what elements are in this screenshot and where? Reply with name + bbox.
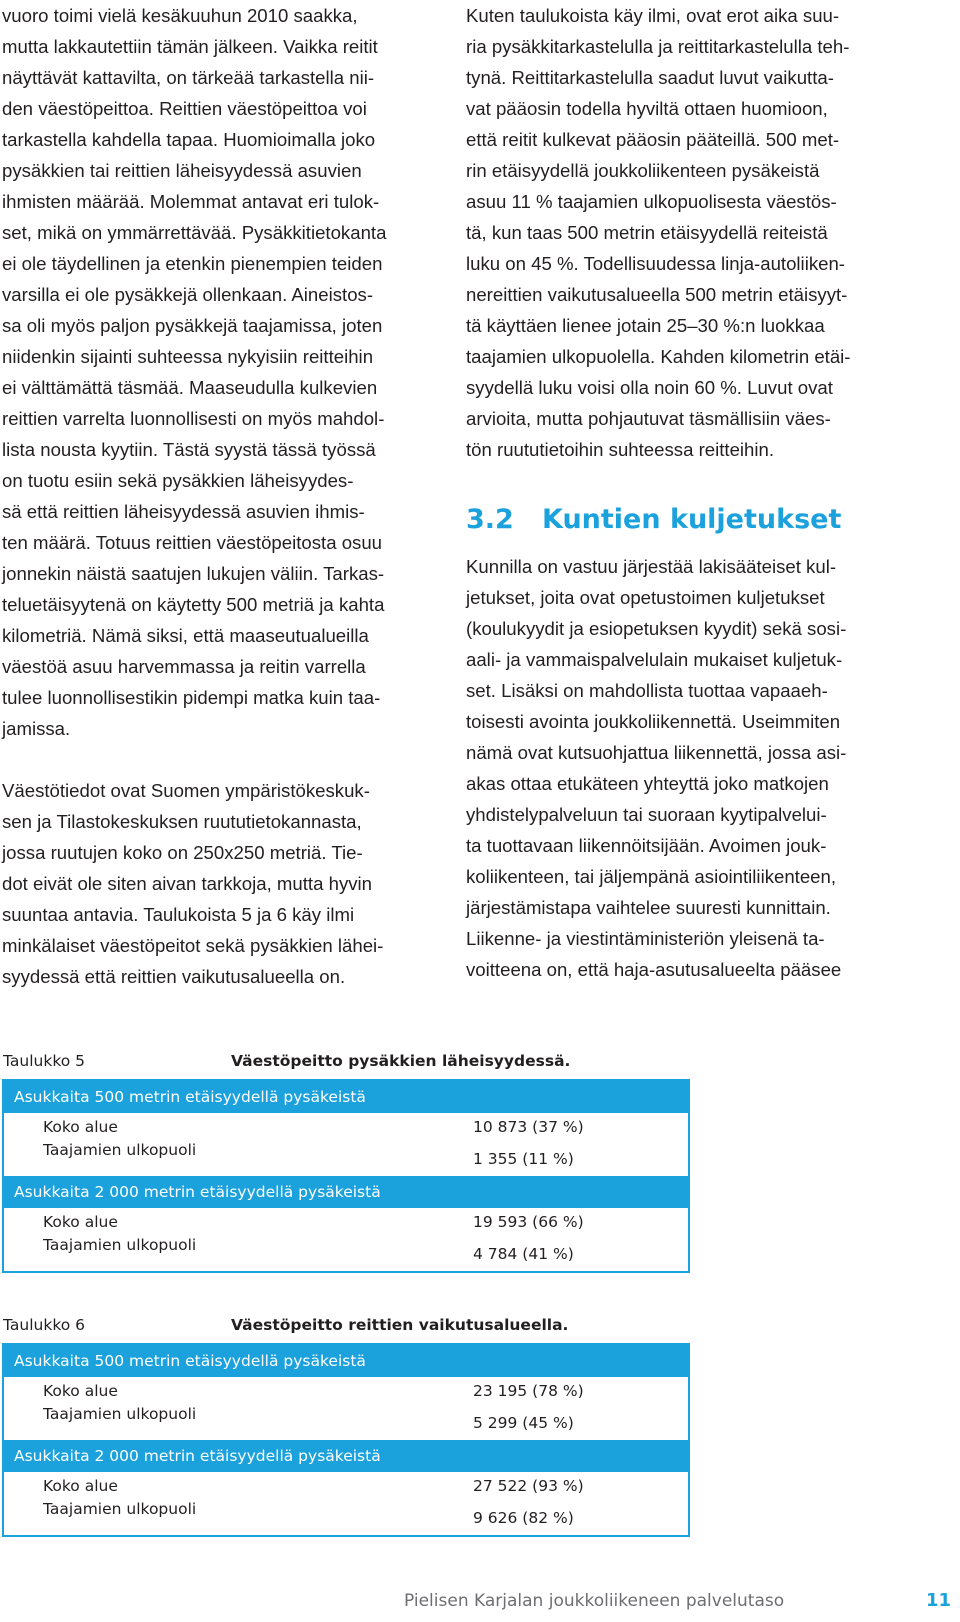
- section-number: 3.2: [466, 504, 514, 535]
- row-label: Taajamien ulkopuoli: [43, 1141, 197, 1159]
- text-line: dot eivät ole siten aivan tarkkoja, mutta hyvin: [2, 873, 373, 894]
- text-line: arvioita, mutta pohjautuvat täsmällisiin väes-: [466, 408, 831, 429]
- text-line: reittien varrelta luonnollisesti on myös mahdol-: [2, 408, 385, 429]
- text-line: tulee luonnollisestikin pidempi matka kuin taa-: [2, 687, 381, 708]
- text-line: set. Lisäksi on mahdollista tuottaa vapaaeh-: [466, 680, 828, 701]
- table-6: [2, 1343, 690, 1537]
- text-line: kilometriä. Nämä siksi, että maaseutualueilla: [2, 625, 369, 646]
- text-line: mutta lakkautettiin tämän jälkeen. Vaikka reitit: [2, 36, 378, 57]
- text-line: toisesti avointa joukkoliikennettä. Useimmiten: [466, 711, 841, 732]
- text-line: den väestöpeittoa. Reittien väestöpeittoa voi: [2, 98, 367, 119]
- text-line: luku on 45 %. Todellisuudessa linja-autoliiken-: [466, 253, 845, 274]
- text-line: nämä ovat kutsuohjattua liikennettä, jossa asi-: [466, 742, 847, 763]
- row-label: Koko alue: [43, 1213, 118, 1231]
- table-section-rows: [4, 1208, 688, 1271]
- text-line: syydessä että reittien vaikutusalueella on.: [2, 966, 346, 987]
- text-line: koliikenteen, tai jäljempänä asiointiliikenteen,: [466, 866, 837, 887]
- text-line: aali- ja vammaispalvelulain mukaiset kuljetuk-: [466, 649, 843, 670]
- text-line: voitteena on, että haja-asutusalueelta pääsee: [466, 959, 842, 980]
- table-title: Väestöpeitto reittien vaikutusalueella.: [231, 1316, 569, 1334]
- text-line: Kunnilla on vastuu järjestää lakisääteiset kul-: [466, 556, 837, 577]
- text-line: ei välttämättä täsmää. Maaseudulla kulkevien: [2, 377, 378, 398]
- text-line: niidenkin sijainti suhteessa nykyisiin reitteihin: [2, 346, 374, 367]
- row-value: 4 784 (41 %): [473, 1245, 574, 1263]
- text-line: sen ja Tilastokeskuksen ruututietokannasta,: [2, 811, 362, 832]
- row-value: 1 355 (11 %): [473, 1150, 574, 1168]
- text-line: jossa ruutujen koko on 250x250 metriä. Tie-: [2, 842, 363, 863]
- text-line: tynä. Reittitarkastelulla saadut luvut vaikutta-: [466, 67, 834, 88]
- table-section-rows: [4, 1113, 688, 1176]
- text-line: asuu 11 % taajamien ulkopuolisesta väestös-: [466, 191, 837, 212]
- text-line: ria pysäkkitarkastelulla ja reittitarkastelulla teh-: [466, 36, 850, 57]
- table-section-header: Asukkaita 500 metrin etäisyydellä pysäkeistä: [4, 1081, 688, 1113]
- row-label: Koko alue: [43, 1118, 118, 1136]
- text-line: väestöä asuu harvemmassa ja reitin varrella: [2, 656, 366, 677]
- text-line: rin etäisyydellä joukkoliikenteen pysäkeistä: [466, 160, 820, 181]
- text-line: sä että reittien läheisyydessä asuvien ihmis-: [2, 501, 365, 522]
- table-section-header: Asukkaita 500 metrin etäisyydellä pysäkeistä: [4, 1345, 688, 1377]
- left-paragraph-2: [2, 775, 432, 992]
- right-column: [466, 0, 906, 465]
- right-paragraph-1: [466, 0, 906, 465]
- footer-publication-title: Pielisen Karjalan joukkoliikeneen palvelutaso: [404, 1591, 785, 1611]
- text-line: on tuotu esiin sekä pysäkkien läheisyydes-: [2, 470, 354, 491]
- text-line: jetukset, joita ovat opetustoimen kuljetukset: [466, 587, 825, 608]
- row-label: Taajamien ulkopuoli: [43, 1405, 197, 1423]
- text-line: ten määrä. Totuus reittien väestöpeitosta osuu: [2, 532, 383, 553]
- text-line: varsilla ei ole pysäkkejä ollenkaan. Aineistos-: [2, 284, 374, 305]
- page-number: 11: [926, 1590, 952, 1611]
- table-section-rows: [4, 1472, 688, 1535]
- text-line: suuntaa antavia. Taulukoista 5 ja 6 käy ilmi: [2, 904, 355, 925]
- row-value: 23 195 (78 %): [473, 1382, 584, 1400]
- text-line: tön ruututietoihin suhteessa reitteihin.: [466, 439, 775, 460]
- text-line: minkälaiset väestöpeitot sekä pysäkkien lähei-: [2, 935, 384, 956]
- text-line: syydellä luku voisi olla noin 60 %. Luvut ovat: [466, 377, 833, 398]
- row-value: 10 873 (37 %): [473, 1118, 584, 1136]
- text-line: yhdistelypalveluun tai suoraan kyytipalvelui-: [466, 804, 827, 825]
- text-line: Liikenne- ja viestintäministeriön yleisenä ta-: [466, 928, 825, 949]
- text-line: jonnekin näistä saatujen lukujen väliin. Tarkas-: [2, 563, 385, 584]
- left-paragraph-1: [2, 0, 432, 744]
- row-label: Taajamien ulkopuoli: [43, 1500, 197, 1518]
- row-value: 19 593 (66 %): [473, 1213, 584, 1231]
- table-section-rows: [4, 1377, 688, 1440]
- row-value: 27 522 (93 %): [473, 1477, 584, 1495]
- text-line: akas ottaa etukäteen yhteyttä joko matkojen: [466, 773, 829, 794]
- text-line: taajamien ulkopuolella. Kahden kilometrin etäi-: [466, 346, 851, 367]
- section-title: Kuntien kuljetukset: [542, 504, 842, 535]
- right-paragraph-2: [466, 551, 906, 985]
- table-number: Taulukko 5: [3, 1052, 86, 1070]
- row-value: 9 626 (82 %): [473, 1509, 574, 1527]
- paragraph-gap: [2, 744, 432, 775]
- text-line: lista nousta kyytiin. Tästä syystä tässä työssä: [2, 439, 376, 460]
- row-value: 5 299 (45 %): [473, 1414, 574, 1432]
- text-line: tarkastella kahdella tapaa. Huomioimalla joko: [2, 129, 376, 150]
- text-line: pysäkkien tai reittien läheisyydessä asuvien: [2, 160, 362, 181]
- row-label: Taajamien ulkopuoli: [43, 1236, 197, 1254]
- table-number: Taulukko 6: [3, 1316, 86, 1334]
- text-line: näyttävät kattavilta, on tärkeää tarkastella nii-: [2, 67, 375, 88]
- table-section-header: Asukkaita 2 000 metrin etäisyydellä pysäkeistä: [4, 1176, 688, 1208]
- text-line: teluetäisyytenä on käytetty 500 metriä ja kahta: [2, 594, 385, 615]
- table-6-caption: [3, 1316, 568, 1334]
- text-line: vuoro toimi vielä kesäkuuhun 2010 saakka,: [2, 5, 358, 26]
- text-line: Kuten taulukoista käy ilmi, ovat erot aika suu-: [466, 5, 840, 26]
- text-line: järjestämistapa vaihtelee suuresti kunnittain.: [466, 897, 831, 918]
- text-line: että reitit kulkevat pääosin pääteillä. 500 met-: [466, 129, 840, 150]
- table-5-caption: [3, 1052, 570, 1070]
- table-title: Väestöpeitto pysäkkien läheisyydessä.: [231, 1052, 571, 1070]
- left-column: [2, 0, 432, 992]
- text-line: nereittien vaikutusalueella 500 metrin etäisyyt-: [466, 284, 848, 305]
- table-section-header: Asukkaita 2 000 metrin etäisyydellä pysäkeistä: [4, 1440, 688, 1472]
- text-line: sa oli myös paljon pysäkkejä taajamissa, joten: [2, 315, 383, 336]
- text-line: set, mikä on ymmärrettävää. Pysäkkitietokanta: [2, 222, 387, 243]
- table-5: [2, 1079, 690, 1273]
- text-line: ihmisten määrää. Molemmat antavat eri tulok-: [2, 191, 380, 212]
- row-label: Koko alue: [43, 1477, 118, 1495]
- text-line: ei ole täydellinen ja etenkin pienempien teiden: [2, 253, 383, 274]
- text-line: ta tuottavaan liikennöitsijään. Avoimen jouk-: [466, 835, 827, 856]
- text-line: tä, kun taas 500 metrin etäisyydellä reiteistä: [466, 222, 828, 243]
- text-line: (koulukyydit ja esiopetuksen kyydit) sekä sosi-: [466, 618, 847, 639]
- text-line: tä käyttäen lienee jotain 25–30 %:n luokkaa: [466, 315, 825, 336]
- text-line: jamissa.: [2, 718, 71, 739]
- row-label: Koko alue: [43, 1382, 118, 1400]
- section-heading: [466, 500, 841, 540]
- text-line: vat pääosin todella hyviltä ottaen huomioon,: [466, 98, 828, 119]
- text-line: Väestötiedot ovat Suomen ympäristökeskuk-: [2, 780, 370, 801]
